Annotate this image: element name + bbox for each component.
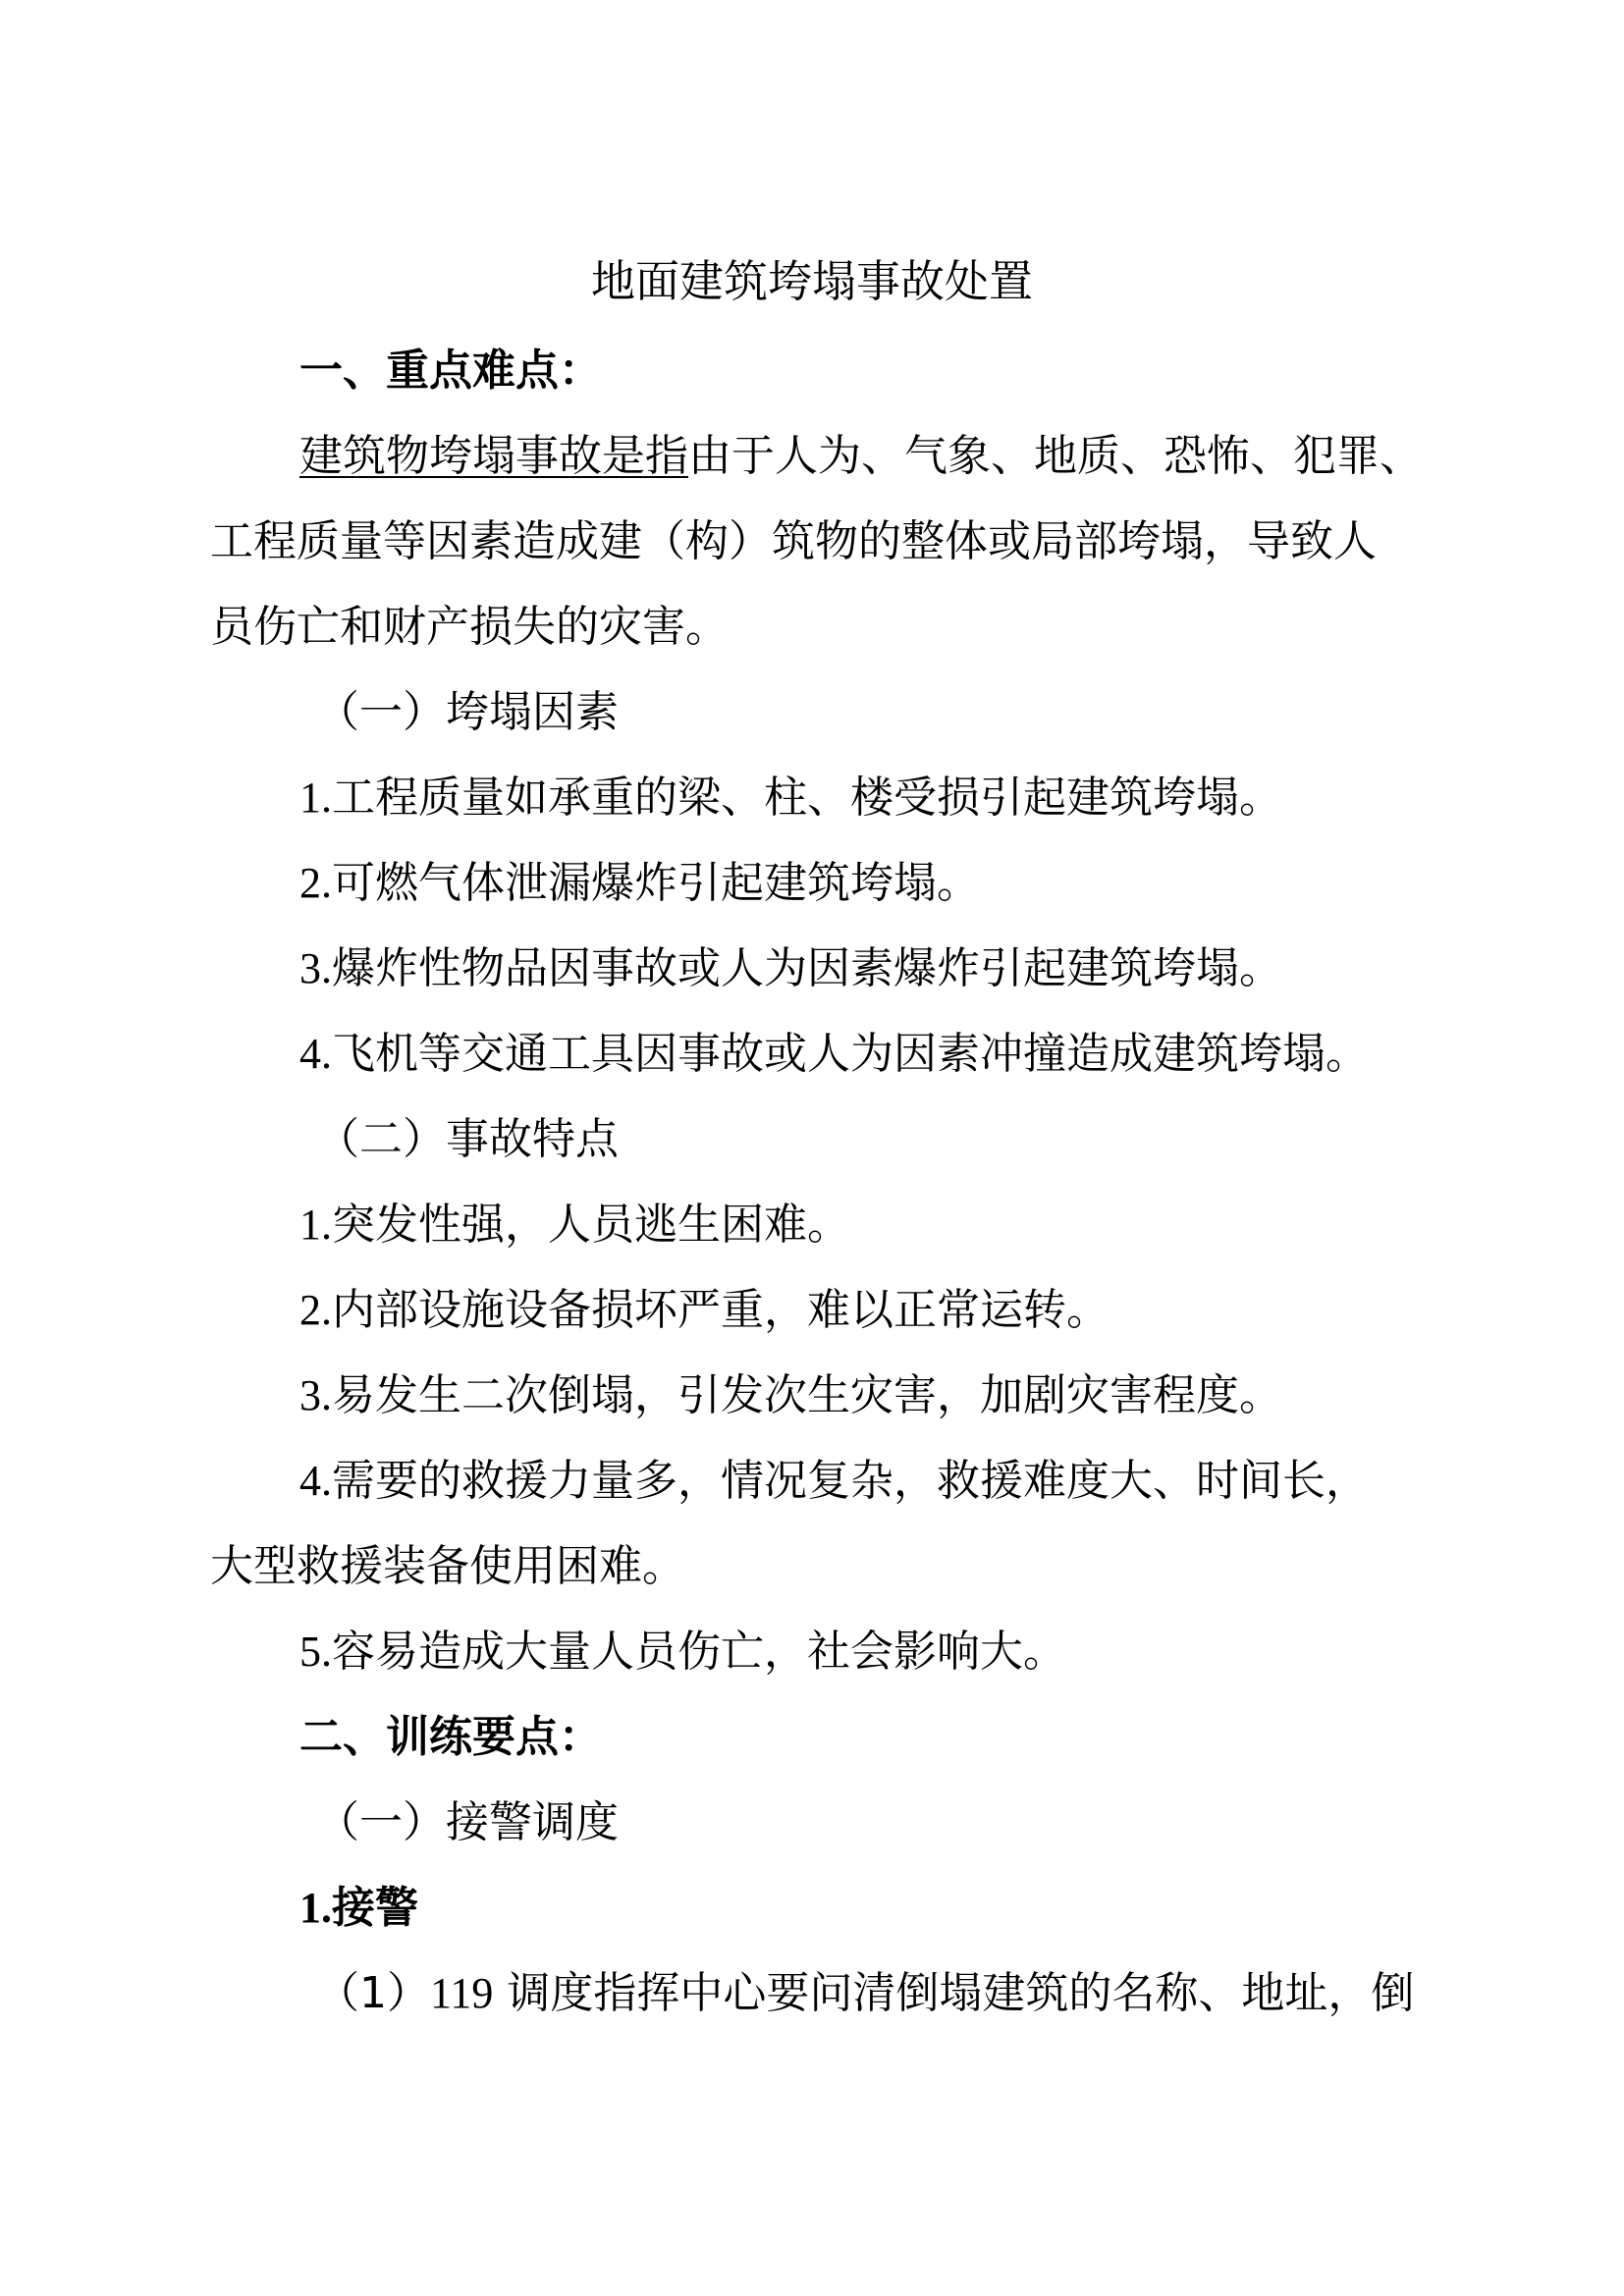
list-item xyxy=(299,1196,850,1255)
item-heading-number: 1. xyxy=(299,1884,332,1932)
definition-line-1 xyxy=(299,427,1423,486)
item-text: 可燃气体泄漏爆炸引起建筑垮塌。 xyxy=(332,858,980,908)
para-prefix: （1） xyxy=(316,1968,430,2018)
item-number: 2. xyxy=(299,1286,332,1334)
item-number: 4. xyxy=(299,1030,332,1078)
item-number: 2. xyxy=(299,859,332,907)
item-heading-text: 接警 xyxy=(332,1883,418,1933)
item-number: 5. xyxy=(299,1628,332,1676)
item-number: 3. xyxy=(299,1371,332,1419)
document-title: 地面建筑垮塌事故处置 xyxy=(590,255,1033,307)
item-text: 需要的救援力量多，情况复杂，救援难度大、时间长， xyxy=(332,1456,1369,1506)
list-item-continuation: 大型救援装备使用困难。 xyxy=(210,1541,685,1591)
item-number: 1. xyxy=(299,774,332,822)
item-number: 1. xyxy=(299,1201,332,1249)
definition-line-1-rest: 由于人为、气象、地质、恐怖、犯罪、 xyxy=(688,431,1423,481)
list-item xyxy=(299,1025,1369,1084)
definition-line-2: 工程质量等因素造成建（构）筑物的整体或局部垮塌，导致人 xyxy=(210,516,1377,566)
list-item xyxy=(299,1366,1282,1425)
list-item xyxy=(299,939,1282,998)
item-text: 易发生二次倒塌，引发次生灾害，加剧灾害程度。 xyxy=(332,1370,1282,1420)
list-item xyxy=(299,1452,1369,1511)
item-heading xyxy=(299,1879,418,1938)
sub2-heading: （二）事故特点 xyxy=(316,1114,619,1164)
item-text: 工程质量如承重的梁、柱、楼受损引起建筑垮塌。 xyxy=(332,773,1282,823)
item-text: 突发性强，人员逃生困难。 xyxy=(332,1200,850,1250)
definition-underlined: 建筑物垮塌事故是指 xyxy=(299,431,688,481)
para-number: 119 xyxy=(430,1969,494,2017)
item-text: 爆炸性物品因事故或人为因素爆炸引起建筑垮塌。 xyxy=(332,943,1282,993)
item-text: 容易造成大量人员伤亡，社会影响大。 xyxy=(332,1627,1066,1677)
section2-heading: 二、训练要点： xyxy=(299,1712,602,1762)
paragraph-line xyxy=(316,1964,1414,2023)
definition-line-3: 员伤亡和财产损失的灾害。 xyxy=(210,602,729,652)
item-text: 飞机等交通工具因事故或人为因素冲撞造成建筑垮塌。 xyxy=(332,1029,1369,1079)
list-item xyxy=(299,854,980,913)
list-item xyxy=(299,1281,1110,1340)
list-item xyxy=(299,769,1282,828)
item-number: 4. xyxy=(299,1457,332,1505)
section1-heading: 一、重点难点： xyxy=(299,346,602,396)
sub1-heading: （一）垮塌因素 xyxy=(316,687,619,737)
item-text: 内部设施设备损坏严重，难以正常运转。 xyxy=(332,1285,1110,1335)
para-text: 调度指挥中心要问清倒塌建筑的名称、地址，倒 xyxy=(493,1968,1415,2018)
item-number: 3. xyxy=(299,944,332,992)
section2-sub1-heading: （一）接警调度 xyxy=(316,1797,619,1847)
list-item xyxy=(299,1623,1066,1682)
